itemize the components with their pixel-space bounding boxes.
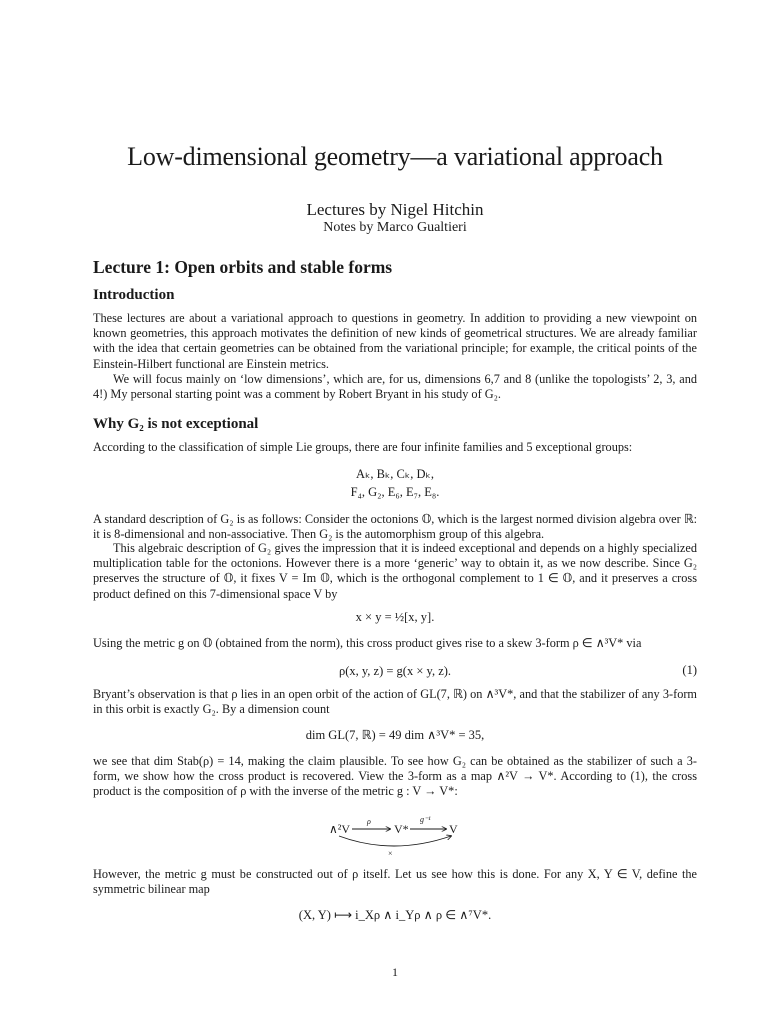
diagram-composite-label: × — [388, 849, 393, 858]
cross-product-equation: x × y = ½[x, y]. — [355, 610, 435, 624]
g2-paragraph-6: we see that dim Stab(ρ) = 14, making the claim plausible. To see how G₂ can be obtained as the stabilizer of such a 3-form, we show how the cross product is recovered. View the 3-form as a map ∧²V → V*. According to (1), the cross product is the composition of ρ with the inverse of the metric g : V → V*: — [93, 754, 697, 799]
rho-equation: ρ(x, y, z) = g(x × y, z). — [338, 664, 452, 678]
diagram-arrow1-label: ρ — [367, 817, 371, 826]
intro-paragraph-1: These lectures are about a variational approach to questions in geometry. In addition to providing a new viewpoint on known geometries, this approach motivates the definition of new kinds of geometrical structures. We are already familiar with the idea that certain geometries can be obtained from the variational principle; for example, the critical points of the Einstein-Hilbert functional are Einstein metrics. — [93, 311, 697, 371]
dimension-equation: dim GL(7, ℝ) = 49 dim ∧³V* = 35, — [305, 728, 485, 742]
intro-heading: Introduction — [93, 287, 175, 303]
bilinear-map-equation: (X, Y) ⟼ i_Xρ ∧ i_Yρ ∧ ρ ∈ ∧⁷V*. — [298, 908, 492, 922]
diagram-source: ∧²V — [329, 822, 351, 836]
rho-equation-number: (1) — [682, 663, 697, 677]
page-number: 1 — [392, 965, 398, 979]
lecture-heading: Lecture 1: Open orbits and stable forms — [93, 257, 393, 277]
diagram-target: V — [449, 822, 458, 836]
author-line: Lectures by Nigel Hitchin — [306, 200, 484, 219]
g2-paragraph-7: However, the metric g must be constructed out of ρ itself. Let us see how this is done. For any X, Y ∈ V, define the symmetric bilinear map — [93, 867, 697, 897]
g2-paragraph-1: According to the classification of simple Lie groups, there are four infinite families and 5 exceptional groups: — [93, 440, 633, 454]
g2-section-heading: Why G₂ is not exceptional — [93, 416, 259, 432]
diagram-arrow2-label: g⁻¹ — [420, 815, 431, 824]
intro-paragraph-2: We will focus mainly on ‘low dimensions’, which are, for us, dimensions 6,7 and 8 (unlike the topologists’ 2, 3, and 4!) My personal starting point was a comment by Robert Bryant in his study of G₂. — [93, 372, 697, 402]
g2-paragraph-3: This algebraic description of G₂ gives the impression that it is indeed exceptional and depends on a highly specialized multiplication table for the octonions. However there is a more ‘generic’ way to obtain it, as we now describe. Since G₂ preserves the structure of 𝕆, it fixes V = Im 𝕆, which is the orthogonal complement to 1 ∈ 𝕆, and it preserves a cross product defined on this 7-dimensional space V by — [93, 541, 697, 601]
g2-paragraph-5: Bryant’s observation is that ρ lies in an open orbit of the action of GL(7, ℝ) on ∧³V*, and that the stabilizer of any 3-form in this orbit is exactly G₂. By a dimension count — [93, 687, 697, 717]
diagram-composite-arc — [339, 836, 451, 846]
g2-paragraph-2: A standard description of G₂ is as follows: Consider the octonions 𝕆, which is the largest normed division algebra over ℝ: it is 8-dimensional and non-associative. Then G₂ is the automorphism group of this algebra. — [93, 512, 697, 542]
notes-line: Notes by Marco Gualtieri — [323, 220, 467, 235]
groups-equation-line-2: F₄, G₂, E₆, E₇, E₈. — [350, 485, 440, 499]
diagram-middle: V* — [394, 822, 409, 836]
commutative-diagram — [321, 812, 471, 858]
groups-equation-line-1: Aₖ, Bₖ, Cₖ, Dₖ, — [356, 467, 434, 481]
paper-title: Low-dimensional geometry—a variational approach — [127, 142, 663, 171]
g2-paragraph-4: Using the metric g on 𝕆 (obtained from the norm), this cross product gives rise to a skew 3-form ρ ∈ ∧³V* via — [93, 636, 642, 650]
